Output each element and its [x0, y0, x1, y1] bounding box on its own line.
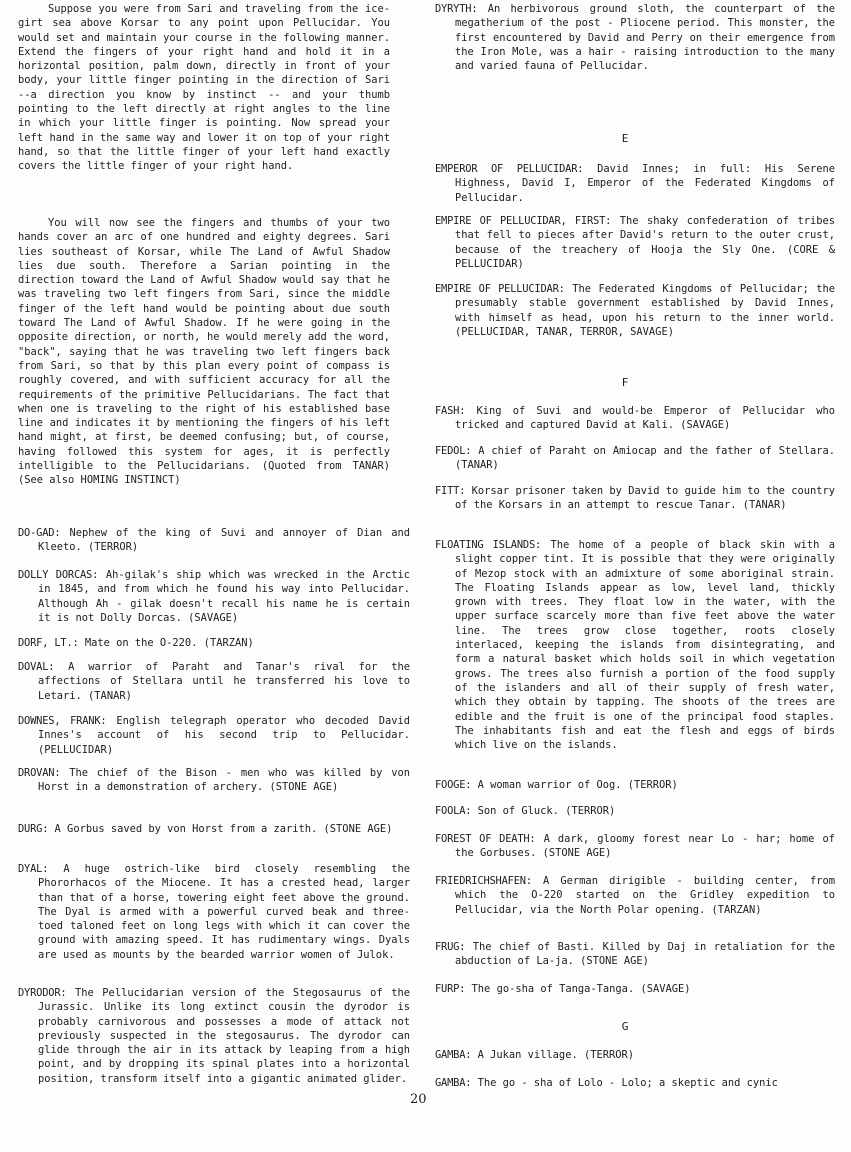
entry-text: A huge ostrich-like bird closely resembling the Phororhacos of the Miocene. It has a crested head, larger than that of a horse, towering eight feet above the ground. The Dyal is armed with a powerful curved beak and three-toed taloned feet on long legs with which it can cover the ground with amazing speed. It has rudimentary wings. Dyals are used as mounts by the bearded warrior women of Julok. [38, 863, 410, 961]
entry-text: Nephew of the king of Suvi and annoyer of Dian and Kleeto. (TERROR) [38, 527, 410, 554]
entry-text: David Innes; in full: His Serene Highness, David I, Emperor of the Federated Kingdoms of Pellucidar. [455, 163, 835, 204]
entry-text: Korsar prisoner taken by David to guide him to the country of the Korsars in an attempt to rescue Tanar. (TANAR) [455, 485, 835, 512]
entry-text: A woman warrior of Oog. (TERROR) [477, 779, 678, 791]
entry-text: King of Suvi and would-be Emperor of Pellucidar who tricked and captured David at Kali. (SAVAGE) [455, 405, 835, 432]
entry-term: DYAL: [18, 863, 49, 875]
entry-term: DURG: [18, 823, 49, 835]
intro-paragraph-1: Suppose you were from Sari and traveling from the ice-girt sea above Korsar to any point upon Pellucidar. You would set and maintain your course in the following manner. Extend the fingers of your right hand and hold it in a horizontal position, palm down, directly in front of your body, your little finger pointing in the direction of Sari --a direction you know by instinct -- and your thumb pointing to the left directly at right angles to the line in which your little finger is pointing. Now spread your left hand in the same way and lower it on top of your right hand, so that the little finger of your left hand exactly covers the little finger of your right hand. [18, 3, 390, 173]
entry-text: The chief of the Bison - men who was killed by von Horst in a demonstration of archery. (STONE AGE) [38, 767, 410, 794]
entry-text: The home of a people of black skin with a slight copper tint. It is possible that they were originally of Mezop stock with an admixture of some aboriginal strain. The Floating Islands appear as low, level land, thickly grown with trees. They float low in the water, with the upper surface scarcely more than five feet above the water line. The trees grow close together, roots closely interlaced, keeping the islands from disintegrating, and form a natural basket which holds soil in which vegetation grows. The trees also furnish a portion of the food supply of the islanders and all of their supply of fresh water, which they obtain by tapping. The shoots of the trees are edible and the fruit is one of the principal food staples. The inhabitants fish and eat the flesh and eggs of birds which live on the islands. [455, 539, 835, 752]
entry-text: The Pellucidarian version of the Stegosaurus of the Jurassic. Unlike its long extinct cousin the dyrodor is probably carnivorous and possesses a mode of attack not previously suspected in the stegosaurus. The dyrodor can glide through the air in its attack by leaping from a high point, and by dropping its spinal plates into a horizontal position, transform itself into a gigantic animated glider. [38, 987, 410, 1085]
entry-drovan [18, 766, 410, 795]
section-letter-f: F [621, 376, 629, 389]
entry-text: The go-sha of Tanga-Tanga. (SAVAGE) [471, 983, 691, 995]
entry-term: DYRYTH: [435, 3, 478, 15]
entry-dolly-dorcas [18, 568, 410, 625]
intro-paragraph-2: You will now see the fingers and thumbs of your two hands cover an arc of one hundred and eighty degrees. Sari lies southeast of Korsar, while The Land of Awful Shadow lies due south. Therefore a Sarian pointing in the direction toward the Land of Awful Shadow would say that he was traveling two left fingers from Sari, since the middle finger of the left hand would be pointing about due south toward The Land of Awful Shadow. If he were going in the opposite direction, or north, he would merely add the word, "back", saying that he was traveling two left fingers back from Sari, so that by this plan every point of compass is roughly covered, and with sufficient accuracy for all the requirements of the primitive Pellucidarians. The fact that when one is traveling to the right of his established base line and indicates it by mentioning the fingers of his left hand might, at first, be deemed confusing; but, of course, having followed this system for ages, it is perfectly intelligible to the Pellucidarians. (Quoted from TANAR) (See also HOMING INSTINCT) [18, 217, 390, 487]
entry-fooge [435, 778, 835, 792]
entry-term: DO-GAD: [18, 527, 61, 539]
page-number: 20 [410, 1092, 427, 1107]
entry-text: An herbivorous ground sloth, the counterpart of the megatherium of the post - Pliocene period. This monster, the first encountered by David and Perry on their emergence from the Iron Mole, was a hair - raising introduction to the many and varied fauna of Pellucidar. [455, 3, 835, 73]
entry-fitt [435, 484, 835, 513]
entry-term: FLOATING ISLANDS: [435, 539, 542, 551]
entry-do-gad [18, 526, 410, 555]
entry-term: FOOLA: [435, 805, 472, 817]
entry-dyal [18, 862, 410, 962]
entry-term: GAMBA: [435, 1049, 472, 1061]
entry-dyrodor [18, 986, 410, 1086]
entry-term: EMPIRE OF PELLUCIDAR: [435, 283, 565, 295]
entry-text: A Jukan village. (TERROR) [477, 1049, 635, 1061]
entry-term: FOOGE: [435, 779, 472, 791]
entry-forest-of-death [435, 832, 835, 861]
entry-downes-frank [18, 714, 410, 757]
section-letter-g: G [621, 1020, 629, 1033]
entry-term: FRIEDRICHSHAFEN: [435, 875, 532, 887]
entry-term: FEDOL: [435, 445, 472, 457]
entry-dyryth [435, 2, 835, 73]
entry-term: EMPIRE OF PELLUCIDAR, FIRST: [435, 215, 612, 227]
entry-term: DORF, LT.: [18, 637, 79, 649]
entry-text: A German dirigible - building center, from which the O-220 started on the Gridley expedition to Pellucidar, via the North Polar opening. (TARZAN) [455, 875, 835, 916]
entry-fash [435, 404, 835, 433]
entry-text: A dark, gloomy forest near Lo - har; home of the Gorbuses. (STONE AGE) [455, 833, 835, 860]
entry-text: A warrior of Paraht and Tanar's rival for the affections of Stellara until he transferred his love to Letari. (TANAR) [38, 661, 410, 702]
entry-dorf [18, 636, 410, 650]
entry-term: DROVAN: [18, 767, 61, 779]
entry-emperor-of-pellucidar [435, 162, 835, 205]
entry-term: FURP: [435, 983, 466, 995]
entry-text: The chief of Basti. Killed by Daj in retaliation for the abduction of La-ja. (STONE AGE) [455, 941, 835, 968]
entry-fedol [435, 444, 835, 473]
entry-empire-of-pellucidar [435, 282, 835, 339]
entry-text: English telegraph operator who decoded David Innes's account of his second trip to Pellucidar. (PELLUCIDAR) [38, 715, 410, 756]
entry-empire-first [435, 214, 835, 271]
entry-gamba-go-sha [435, 1076, 835, 1090]
entry-floating-islands [435, 538, 835, 752]
entry-doval [18, 660, 410, 703]
entry-term: DOVAL: [18, 661, 55, 673]
entry-text: Ah-gilak's ship which was wrecked in the Arctic in 1845, and from which he found his way into Pellucidar. Although Ah - gilak doesn't recall his name he is certain it is not Dolly Dorcas. (SAVAGE) [38, 569, 410, 624]
entry-term: EMPEROR OF PELLUCIDAR: [435, 163, 584, 175]
entry-text: The go - sha of Lolo - Lolo; a skeptic and cynic [477, 1077, 778, 1089]
entry-term: FITT: [435, 485, 466, 497]
entry-text: A Gorbus saved by von Horst from a zarith. (STONE AGE) [54, 823, 393, 835]
entry-foola [435, 804, 835, 818]
entry-term: GAMBA: [435, 1077, 472, 1089]
section-letter-e: E [621, 132, 629, 145]
entry-term: DOWNES, FRANK: [18, 715, 107, 727]
entry-text: A chief of Paraht on Amiocap and the father of Stellara. (TANAR) [455, 445, 835, 472]
entry-term: DYRODOR: [18, 987, 67, 999]
entry-gamba-village [435, 1048, 835, 1062]
entry-friedrichshafen [435, 874, 835, 917]
entry-term: FRUG: [435, 941, 466, 953]
entry-furp [435, 982, 835, 996]
entry-text: Son of Gluck. (TERROR) [477, 805, 616, 817]
entry-durg [18, 822, 410, 836]
entry-text: Mate on the O-220. (TARZAN) [84, 637, 254, 649]
entry-term: FOREST OF DEATH: [435, 833, 536, 845]
entry-text: The shaky confederation of tribes that fell to pieces after David's return to the outer crust, because of the treachery of Hooja the Sly One. (CORE & PELLUCIDAR) [455, 215, 836, 270]
entry-text: The Federated Kingdoms of Pellucidar; the presumably stable government established by David Innes, with himself as head, upon his return to the inner world. (PELLUCIDAR, TANAR, TERROR, SAVAGE) [455, 283, 836, 338]
entry-frug [435, 940, 835, 969]
entry-term: FASH: [435, 405, 466, 417]
entry-term: DOLLY DORCAS: [18, 569, 99, 581]
